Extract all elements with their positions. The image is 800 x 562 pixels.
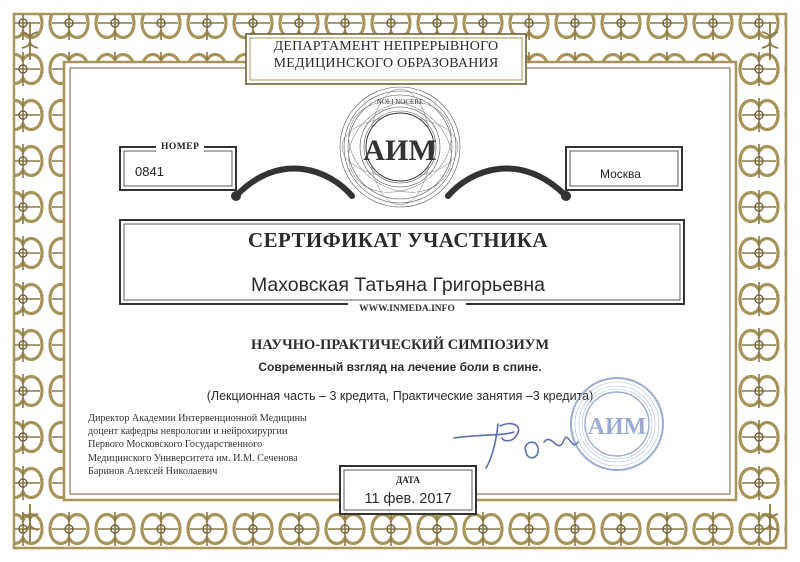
emblem-motto: NOLI NOCERE <box>376 98 424 106</box>
department-line1: ДЕПАРТАМЕНТ НЕПРЕРЫВНОГО <box>273 39 499 54</box>
signatory-line4: Медицинского Университета им. И.М. Сеченова <box>88 452 298 464</box>
department-line2: МЕДИЦИНСКОГО ОБРАЗОВАНИЯ <box>273 56 499 71</box>
event-type: НАУЧНО-ПРАКТИЧЕСКИЙ СИМПОЗИУМ <box>250 337 550 353</box>
issue-date: 11 фев. 2017 <box>364 491 452 507</box>
signatory-line2: доцент кафедры неврологии и нейрохирургии <box>88 426 288 438</box>
date-label: ДАТА <box>396 475 420 485</box>
certificate-title: СЕРТИФИКАТ УЧАСТНИКА <box>248 228 548 252</box>
certificate-number: 0841 <box>135 164 164 179</box>
city-name: Москва <box>600 167 641 181</box>
number-label: НОМЕР <box>156 142 204 152</box>
website-label: WWW.INMEDA.INFO <box>348 302 466 316</box>
signatory-line3: Первого Московского Государственного <box>88 439 263 451</box>
stamp-monogram: АИМ <box>587 414 647 440</box>
recipient-name: Маховская Татьяна Григорьевна <box>250 274 546 296</box>
signatory-line1: Директор Академии Интервенционной Медицины <box>88 413 307 424</box>
signatory-line5: Баринов Алексей Николаевич <box>88 465 218 477</box>
department-header <box>250 38 522 72</box>
official-stamp <box>567 370 667 478</box>
event-credits: (Лекционная часть – 3 кредита, Практические занятия –3 кредита) <box>206 389 594 403</box>
signatory-block <box>88 412 408 478</box>
event-topic: Современный взгляд на лечение боли в спине. <box>258 360 542 374</box>
emblem-monogram: АИМ <box>363 134 437 167</box>
academy-emblem <box>330 82 470 212</box>
